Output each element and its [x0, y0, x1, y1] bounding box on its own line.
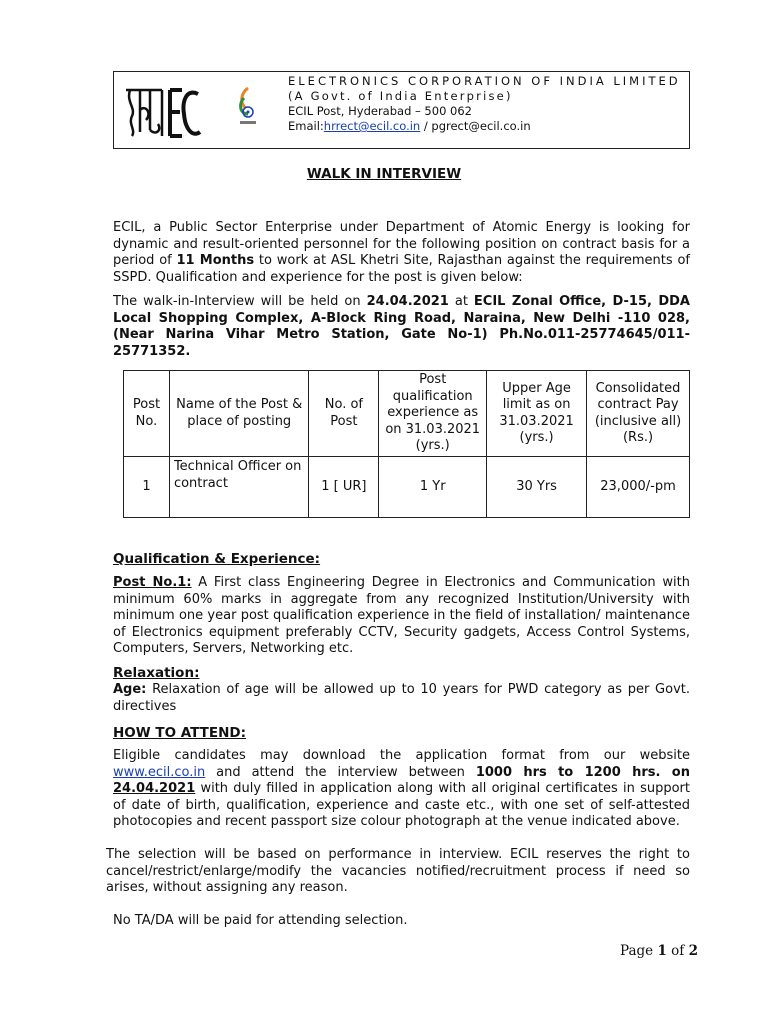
- intro-duration: 11 Months: [176, 253, 255, 268]
- attend-text-a: Eligible candidates may download the application format from our website: [113, 748, 690, 763]
- cell-age-limit: 30 Yrs: [487, 457, 587, 518]
- page-word: Page: [620, 943, 658, 959]
- email-prefix: Email:: [288, 119, 324, 133]
- col-header-post-no: Post No.: [124, 371, 170, 457]
- intro-text-a: ECIL, a Public Sector Enterprise under Department of Atomic Energy is looking for dynamic and result-oriented personnel for the following position on contract basis for a period of: [113, 220, 690, 268]
- qualification-heading: Qualification & Experience:: [113, 551, 321, 567]
- qualification-paragraph: [113, 575, 690, 658]
- relaxation-heading: Relaxation:: [113, 665, 200, 681]
- email-pgrect: pgrect@ecil.co.in: [431, 119, 531, 133]
- india-emblem-icon: [234, 84, 262, 128]
- website-link[interactable]: www.ecil.co.in: [113, 764, 206, 780]
- attend-text-b: and attend the interview between: [205, 764, 476, 780]
- no-ta-da-note: No TA/DA will be paid for attending selection.: [113, 913, 408, 928]
- post-no-label: Post No.1:: [113, 575, 192, 590]
- intro-paragraph: [113, 220, 690, 286]
- intro-text-c: to work at ASL Khetri Site, Rajasthan against the requirements of SSPD. Qualification and experience for the post is given below:: [113, 253, 690, 285]
- page-title: [0, 166, 768, 182]
- page-number: [620, 943, 698, 959]
- col-header-age-limit: Upper Age limit as on 31.03.2021 (yrs.): [487, 371, 587, 457]
- cell-post-name: Technical Officer on contract: [169, 457, 309, 518]
- venue-text-c: at: [448, 294, 474, 309]
- venue-text-a: The walk-in-Interview will be held on: [113, 294, 367, 309]
- how-to-attend-heading: HOW TO ATTEND:: [113, 725, 247, 741]
- of-word: of: [666, 943, 689, 959]
- venue-address: ECIL Zonal Office, D-15, DDA Local Shopping Complex, A-Block Ring Road, Naraina, New Delhi -110 028, (Near Narina Vihar Metro Station, Gate No-1) Ph.No.011-25774645/011-25771352.: [113, 294, 690, 359]
- cell-post-no: 1: [124, 457, 170, 518]
- selection-paragraph: The selection will be based on performance in interview. ECIL reserves the right to cancel/restrict/enlarge/modify the vacancies notified/recruitment process if need so arises, without assigning any reason.: [106, 847, 690, 895]
- post-table: [123, 370, 690, 518]
- col-header-post-name: Name of the Post & place of posting: [169, 371, 309, 457]
- qualification-text: A First class Engineering Degree in Electronics and Communication with minimum 60% marks in aggregate from any recognized Institution/University with minimum one year post qualification experience in the field of installation/ maintenance of Electronics equipment preferably CCTV, Security gadgets, Access Control Systems, Computers, Servers, Networking etc.: [113, 575, 690, 656]
- age-label: Age:: [113, 682, 147, 697]
- cell-no-of-post: 1 [ UR]: [309, 457, 379, 518]
- company-name: ELECTRONICS CORPORATION OF INDIA LIMITED: [288, 74, 681, 88]
- col-header-experience: Post qualification experience as on 31.03.2021 (yrs.): [379, 371, 487, 457]
- page-current: 1: [657, 943, 667, 959]
- relaxation-text: Relaxation of age will be allowed up to 10 years for PWD category as per Govt. directives: [113, 682, 690, 714]
- page-title-text: WALK IN INTERVIEW: [306, 166, 462, 182]
- letterhead-box: [113, 71, 690, 149]
- company-email-line: [288, 119, 681, 134]
- ecil-logo: [122, 80, 202, 140]
- col-header-no-of-post: No. of Post: [309, 371, 379, 457]
- table-header-row: [124, 371, 690, 457]
- venue-paragraph: [113, 294, 690, 360]
- table-row: [124, 457, 690, 518]
- company-address: ECIL Post, Hyderabad – 500 062: [288, 104, 472, 118]
- interview-date: 24.04.2021: [366, 294, 449, 309]
- ecil-logo-graphic: [122, 80, 202, 140]
- page-total: 2: [688, 943, 698, 959]
- company-subtitle: (A Govt. of India Enterprise): [288, 89, 513, 103]
- relaxation-paragraph: [113, 682, 690, 715]
- attend-date: 24.04.2021: [113, 781, 196, 796]
- interview-time: 1000 hrs to 1200 hrs. on: [475, 764, 690, 780]
- email-link-hrrect[interactable]: hrrect@ecil.co.in: [323, 119, 421, 133]
- letterhead-text: [288, 74, 681, 134]
- email-separator: /: [420, 119, 432, 133]
- cell-experience: 1 Yr: [379, 457, 487, 518]
- cell-pay: 23,000/-pm: [587, 457, 690, 518]
- how-to-attend-paragraph: [113, 748, 690, 831]
- col-header-pay: Consolidated contract Pay (inclusive all) (Rs.): [587, 371, 690, 457]
- attend-text-c: with duly filled in application along with all original certificates in support of date of birth, qualification, experience and caste etc., with one set of self-attested photocopies and recent passport size colour photograph at the venue indicated above.: [113, 781, 690, 829]
